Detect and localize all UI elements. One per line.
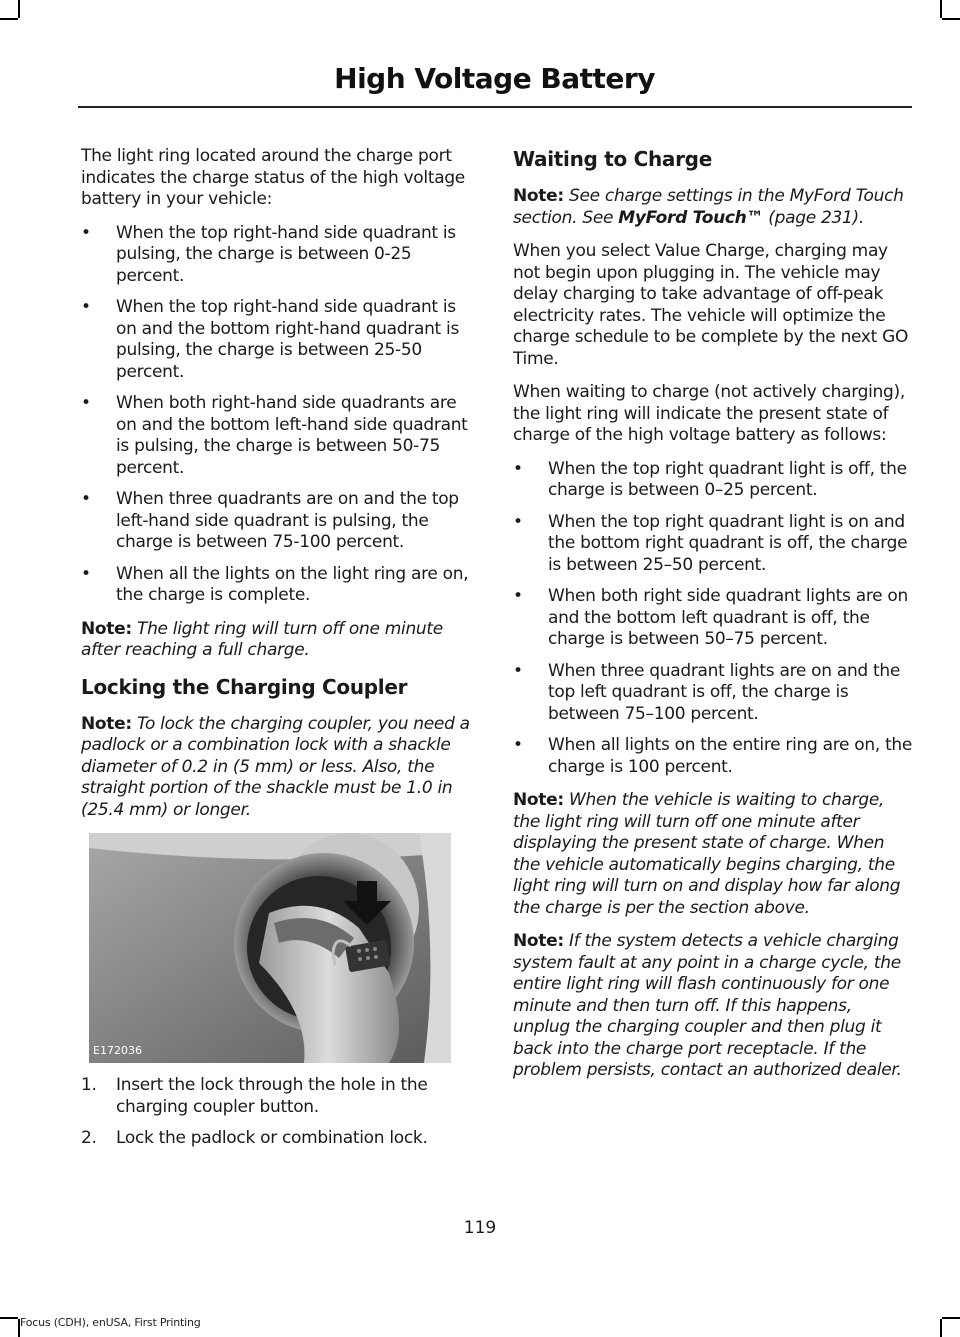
list-item: • When both right side quadrant lights are on and the bottom left quadrant is off, the charge is between 50–75 percent. [513,586,913,651]
heading-waiting-to-charge: Waiting to Charge [513,147,712,171]
list-item: • When the top right-hand side quadrant is on and the bottom right-hand quadrant is pulsing, the charge is between 25-50 percent. [81,297,481,383]
section-title: High Voltage Battery [334,62,655,95]
crop-mark [940,0,942,18]
step-text: Insert the lock through the hole in the charging coupler button. [116,1075,428,1117]
charging-coupler-lock-illustration [89,833,451,1063]
light-ring-status-list [81,223,481,607]
step-text: Lock the padlock or combination lock. [116,1128,428,1148]
list-item: • When three quadrant lights are on and the top left quadrant is off, the charge is between 75–100 percent. [513,661,913,726]
note-text: To lock the charging coupler, you need a padlock or a combination lock with a shackle diameter of 0.2 in (5 mm) or less. Also, the straight portion of the shackle must be 1.0 in (25.4 mm) or longer. [81,713,470,820]
note-waiting-light-ring [513,790,913,919]
list-item: • When three quadrants are on and the top left-hand side quadrant is pulsing, the charge is between 75-100 percent. [81,489,481,554]
header-rule [78,106,912,108]
list-item: • When all the lights on the light ring are on, the charge is complete. [81,564,481,607]
right-column [513,146,913,1094]
note-text: See charge settings in the MyFord Touch section. See [513,186,904,228]
note-text: When the vehicle is waiting to charge, the light ring will turn off one minute after displaying the present state of charge. When the vehicle automatically begins charging, the light ring will turn on and display how far along the charge is per the section above. [513,790,901,918]
note-lock-requirements [81,714,481,822]
step-item [81,1075,481,1118]
note-label: Note: [81,618,132,639]
locking-steps [81,1075,481,1150]
note-charge-settings [513,186,913,229]
heading-locking-coupler: Locking the Charging Coupler [81,674,408,699]
note-text: If the system detects a vehicle charging system fault at any point in a charge cycle, the entire light ring will flash continuously for one minute and then turn off. If this happens, unplug the charging coupler and then plug it back into the charge port receptacle. If the problem persists, contact an authorized dealer. [513,931,902,1080]
list-item: • When the top right-hand side quadrant is pulsing, the charge is between 0-25 percent. [81,223,481,288]
note-label: Note: [513,790,564,810]
crop-mark [940,1319,942,1337]
step-number: 1. [81,1075,97,1095]
crop-mark [942,18,960,20]
edition-footer: Focus (CDH), enUSA, First Printing [20,1316,201,1329]
list-item: • When the top right quadrant light is on and the bottom right quadrant is off, the charge is between 25–50 percent. [513,512,913,577]
note-label: Note: [513,186,564,206]
intro-paragraph: The light ring located around the charge port indicates the charge status of the high voltage battery in your vehicle: [81,146,465,209]
coupler-illustration-svg [89,833,451,1063]
note-page-ref: (page 231). [768,207,864,228]
figure-code: E172036 [93,1043,142,1057]
value-charge-paragraph: When you select Value Charge, charging may not begin upon plugging in. The vehicle may delay charging to take advantage of off-peak electricity rates. The vehicle will optimize the charge schedule to be complete by the next GO Time. [513,241,909,369]
note-full-charge [81,619,481,662]
note-label: Note: [513,931,564,951]
list-item: • When all lights on the entire ring are on, the charge is 100 percent. [513,735,913,778]
list-item: • When both right-hand side quadrants are on and the bottom left-hand side quadrant is pulsing, the charge is between 50-75 percent. [81,393,481,479]
crop-mark [18,0,20,18]
waiting-status-list [513,459,913,779]
crop-mark [0,18,18,20]
left-column [81,146,481,1160]
note-label: Note: [81,713,132,734]
page-number: 119 [463,1218,497,1238]
list-item: • When the top right quadrant light is off, the charge is between 0–25 percent. [513,459,913,502]
waiting-paragraph: When waiting to charge (not actively charging), the light ring will indicate the present state of charge of the high voltage battery as follows: [513,382,905,445]
crop-mark [942,1317,960,1319]
step-item [81,1128,481,1150]
note-text: The light ring will turn off one minute after reaching a full charge. [81,618,443,660]
crop-mark [0,1317,18,1319]
myford-touch-reference[interactable]: MyFord Touch™ [618,207,764,228]
step-number: 2. [81,1128,97,1148]
note-system-fault [513,931,913,1082]
